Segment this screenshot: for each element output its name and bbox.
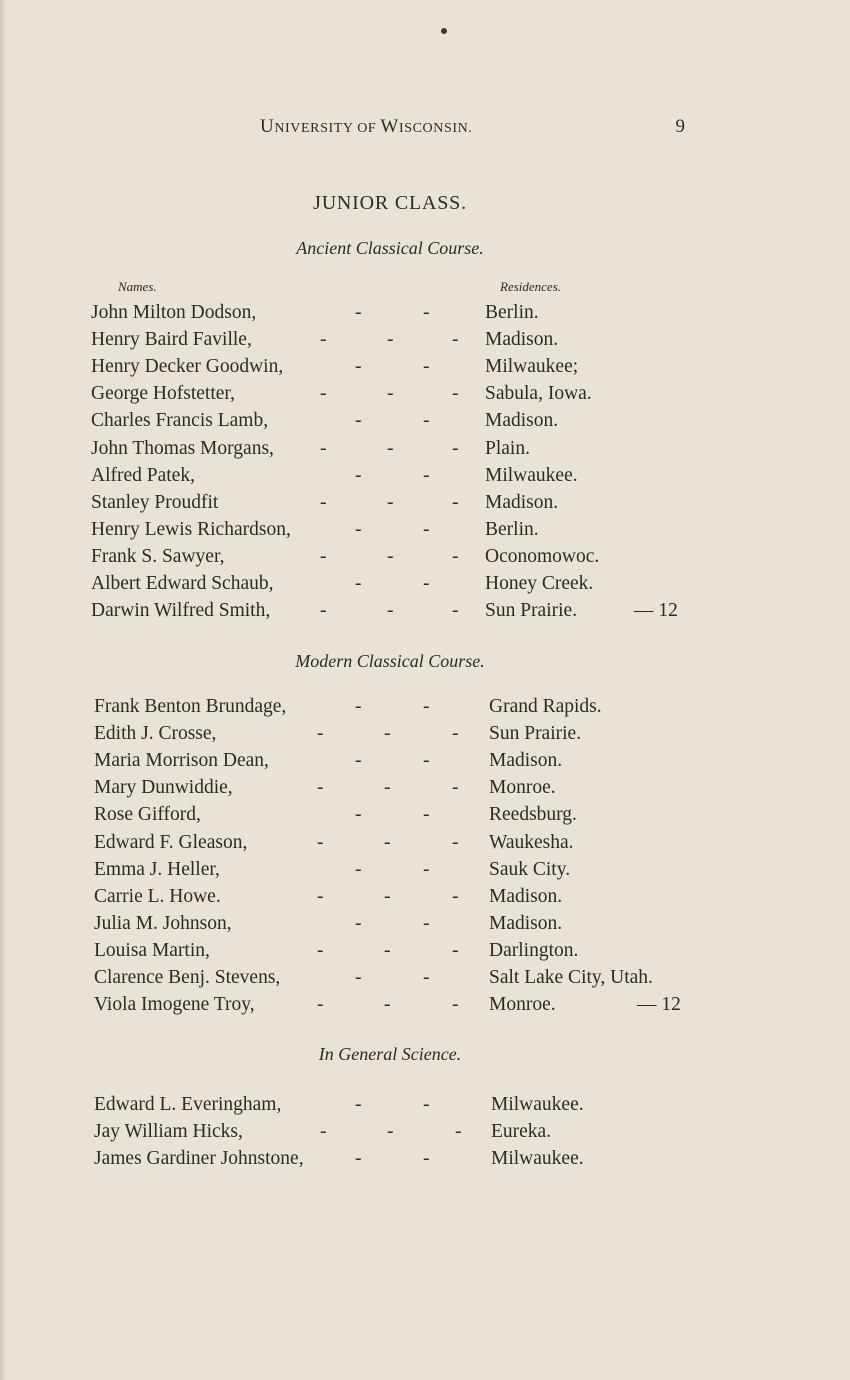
leader-dash: - bbox=[423, 302, 430, 323]
student-name: Henry Lewis Richardson, bbox=[91, 518, 291, 540]
leader-dash: - bbox=[387, 1121, 394, 1143]
leader-dash: - bbox=[452, 437, 459, 459]
student-residence: Madison. bbox=[485, 491, 559, 513]
leader-dash: - bbox=[355, 967, 362, 988]
leader-dash: - bbox=[317, 939, 324, 961]
leader-dash: - bbox=[423, 696, 430, 717]
roster-row bbox=[94, 1121, 760, 1148]
roster-row bbox=[91, 329, 760, 356]
leader-dash: - bbox=[423, 518, 430, 540]
leader-dash: - bbox=[355, 1148, 362, 1170]
student-name: Frank Benton Brundage, bbox=[94, 696, 287, 717]
student-name: George Hofstetter, bbox=[91, 383, 235, 405]
leader-dash: - bbox=[384, 831, 391, 853]
roster-row bbox=[91, 465, 760, 492]
student-name: John Milton Dodson, bbox=[91, 302, 257, 323]
leader-dash: - bbox=[355, 696, 362, 717]
leader-dash: - bbox=[423, 912, 430, 934]
leader-dash: - bbox=[423, 1094, 430, 1115]
leader-dash: - bbox=[384, 723, 391, 745]
leader-dash: - bbox=[452, 329, 459, 351]
student-name: Albert Edward Schaub, bbox=[91, 573, 274, 594]
roster-row bbox=[91, 600, 760, 627]
student-name: Charles Francis Lamb, bbox=[91, 410, 269, 432]
student-residence: Milwaukee. bbox=[485, 464, 578, 486]
student-name: Stanley Proudfit bbox=[91, 491, 219, 513]
section-title-general-science: In General Science. bbox=[318, 1044, 462, 1064]
roster-row bbox=[94, 940, 760, 967]
leader-dash: - bbox=[320, 600, 327, 622]
student-name: Jay William Hicks, bbox=[94, 1121, 243, 1143]
leader-dash: - bbox=[317, 994, 324, 1016]
roster-row bbox=[94, 750, 760, 777]
roster-row bbox=[94, 913, 760, 940]
residences-column-label: Residences. bbox=[500, 279, 562, 294]
student-residence: Monroe. bbox=[489, 994, 556, 1016]
student-name: Edward L. Everingham, bbox=[94, 1094, 282, 1115]
roster-row bbox=[94, 967, 760, 994]
leader-dash: - bbox=[452, 939, 459, 961]
leader-dash: - bbox=[355, 804, 362, 826]
leader-dash: - bbox=[317, 777, 324, 799]
student-name: Clarence Benj. Stevens, bbox=[94, 967, 281, 988]
student-name: James Gardiner Johnstone, bbox=[94, 1148, 304, 1170]
leader-dash: - bbox=[317, 885, 324, 907]
student-residence: Madison. bbox=[489, 750, 563, 772]
roster-row bbox=[94, 994, 760, 1021]
leader-dash: - bbox=[452, 994, 459, 1016]
student-name: John Thomas Morgans, bbox=[91, 437, 274, 459]
running-title-initial-1: U bbox=[260, 116, 275, 137]
leader-dash: - bbox=[320, 1121, 327, 1143]
leader-dash: - bbox=[387, 600, 394, 622]
leader-dash: - bbox=[452, 885, 459, 907]
student-residence: Madison. bbox=[485, 329, 559, 351]
leader-dash: - bbox=[355, 1094, 362, 1115]
leader-dash: - bbox=[355, 912, 362, 934]
roster-row bbox=[94, 696, 760, 723]
student-residence: Sauk City. bbox=[489, 858, 571, 880]
leader-dash: - bbox=[387, 491, 394, 513]
roster-row bbox=[94, 777, 760, 804]
leader-dash: - bbox=[355, 410, 362, 432]
student-name: Edward F. Gleason, bbox=[94, 831, 248, 853]
leader-dash: - bbox=[355, 356, 362, 378]
student-residence: Madison. bbox=[489, 885, 563, 907]
running-head bbox=[260, 116, 685, 140]
student-name: Emma J. Heller, bbox=[94, 858, 220, 880]
student-name: Henry Decker Goodwin, bbox=[91, 356, 284, 378]
leader-dash: - bbox=[452, 777, 459, 799]
leader-dash: - bbox=[355, 464, 362, 486]
student-residence: Plain. bbox=[485, 437, 530, 459]
roster-row bbox=[91, 438, 760, 465]
leader-dash: - bbox=[317, 831, 324, 853]
leader-dash: - bbox=[320, 383, 327, 405]
student-name: Alfred Patek, bbox=[91, 464, 195, 486]
roster-row bbox=[94, 886, 760, 913]
student-residence: Oconomowoc. bbox=[485, 545, 600, 567]
student-name: Henry Baird Faville, bbox=[91, 329, 252, 351]
leader-dash: - bbox=[387, 437, 394, 459]
roster-row bbox=[94, 1148, 760, 1175]
leader-dash: - bbox=[320, 545, 327, 567]
leader-dash: - bbox=[455, 1121, 462, 1143]
leader-dash: - bbox=[320, 329, 327, 351]
student-residence: Milwaukee; bbox=[485, 356, 579, 378]
running-title-smallcaps-2: ISCONSIN. bbox=[398, 121, 473, 136]
running-title-initial-2: W bbox=[380, 116, 399, 137]
student-name: Edith J. Crosse, bbox=[94, 723, 217, 745]
running-title-smallcaps-1: NIVERSITY OF bbox=[274, 121, 381, 136]
leader-dash: - bbox=[452, 831, 459, 853]
student-residence: Monroe. bbox=[489, 777, 556, 799]
student-residence: Berlin. bbox=[485, 302, 539, 323]
leader-dash: - bbox=[355, 750, 362, 772]
student-residence: Darlington. bbox=[489, 939, 579, 961]
leader-dash: - bbox=[423, 356, 430, 378]
page-number: 9 bbox=[675, 116, 685, 137]
student-residence: Salt Lake City, Utah. bbox=[489, 967, 653, 988]
student-name: Frank S. Sawyer, bbox=[91, 545, 225, 567]
leader-dash: - bbox=[355, 858, 362, 880]
student-residence: Grand Rapids. bbox=[489, 696, 602, 717]
roster-row bbox=[91, 356, 760, 383]
class-title: JUNIOR CLASS. bbox=[313, 192, 467, 214]
leader-dash: - bbox=[423, 750, 430, 772]
leader-dash: - bbox=[452, 600, 459, 622]
roster-row bbox=[94, 1094, 760, 1121]
section-title-modern: Modern Classical Course. bbox=[295, 651, 485, 671]
leader-dash: - bbox=[423, 858, 430, 880]
student-name: Maria Morrison Dean, bbox=[94, 750, 269, 772]
student-name: Darwin Wilfred Smith, bbox=[91, 600, 271, 622]
roster-row bbox=[91, 302, 760, 329]
leader-dash: - bbox=[423, 967, 430, 988]
leader-dash: - bbox=[423, 410, 430, 432]
running-title bbox=[260, 116, 472, 138]
roster-row bbox=[91, 383, 760, 410]
leader-dash: - bbox=[452, 723, 459, 745]
student-name: Rose Gifford, bbox=[94, 804, 201, 826]
roster-row bbox=[91, 519, 760, 546]
leader-dash: - bbox=[387, 383, 394, 405]
leader-dash: - bbox=[384, 885, 391, 907]
leader-dash: - bbox=[320, 437, 327, 459]
student-residence: Sun Prairie. bbox=[489, 723, 582, 745]
student-residence: Madison. bbox=[489, 912, 563, 934]
student-residence: Reedsburg. bbox=[489, 804, 577, 826]
student-name: Mary Dunwiddie, bbox=[94, 777, 233, 799]
student-name: Carrie L. Howe. bbox=[94, 885, 221, 907]
roster-row bbox=[91, 546, 760, 573]
leader-dash: - bbox=[423, 804, 430, 826]
student-residence: Milwaukee. bbox=[491, 1148, 584, 1170]
roster-row bbox=[94, 723, 760, 750]
leader-dash: - bbox=[355, 518, 362, 540]
leader-dash: - bbox=[384, 777, 391, 799]
leader-dash: - bbox=[423, 464, 430, 486]
leader-dash: - bbox=[423, 573, 430, 594]
names-column-label: Names. bbox=[118, 279, 157, 294]
roster-row bbox=[91, 410, 760, 437]
section-count: — 12 bbox=[637, 994, 681, 1016]
leader-dash: - bbox=[423, 1148, 430, 1170]
leader-dash: - bbox=[355, 302, 362, 323]
student-residence: Sun Prairie. bbox=[485, 600, 578, 622]
student-residence: Berlin. bbox=[485, 518, 539, 540]
ink-dot bbox=[441, 28, 447, 34]
student-residence: Waukesha. bbox=[489, 831, 574, 853]
leader-dash: - bbox=[317, 723, 324, 745]
section-title-ancient: Ancient Classical Course. bbox=[296, 238, 484, 258]
leader-dash: - bbox=[452, 383, 459, 405]
leader-dash: - bbox=[387, 545, 394, 567]
student-residence: Milwaukee. bbox=[491, 1094, 584, 1115]
roster-row bbox=[94, 859, 760, 886]
leader-dash: - bbox=[320, 491, 327, 513]
leader-dash: - bbox=[355, 573, 362, 594]
roster-row bbox=[91, 492, 760, 519]
student-name: Julia M. Johnson, bbox=[94, 912, 232, 934]
leader-dash: - bbox=[387, 329, 394, 351]
student-name: Viola Imogene Troy, bbox=[94, 994, 255, 1016]
leader-dash: - bbox=[452, 491, 459, 513]
leader-dash: - bbox=[384, 994, 391, 1016]
section-count: — 12 bbox=[634, 600, 678, 622]
roster-row bbox=[91, 573, 760, 600]
student-residence: Madison. bbox=[485, 410, 559, 432]
roster-row bbox=[94, 804, 760, 831]
student-name: Louisa Martin, bbox=[94, 939, 210, 961]
leader-dash: - bbox=[384, 939, 391, 961]
student-residence: Honey Creek. bbox=[485, 573, 594, 594]
student-residence: Sabula, Iowa. bbox=[485, 383, 592, 405]
roster-row bbox=[94, 832, 760, 859]
leader-dash: - bbox=[452, 545, 459, 567]
student-residence: Eureka. bbox=[491, 1121, 552, 1143]
